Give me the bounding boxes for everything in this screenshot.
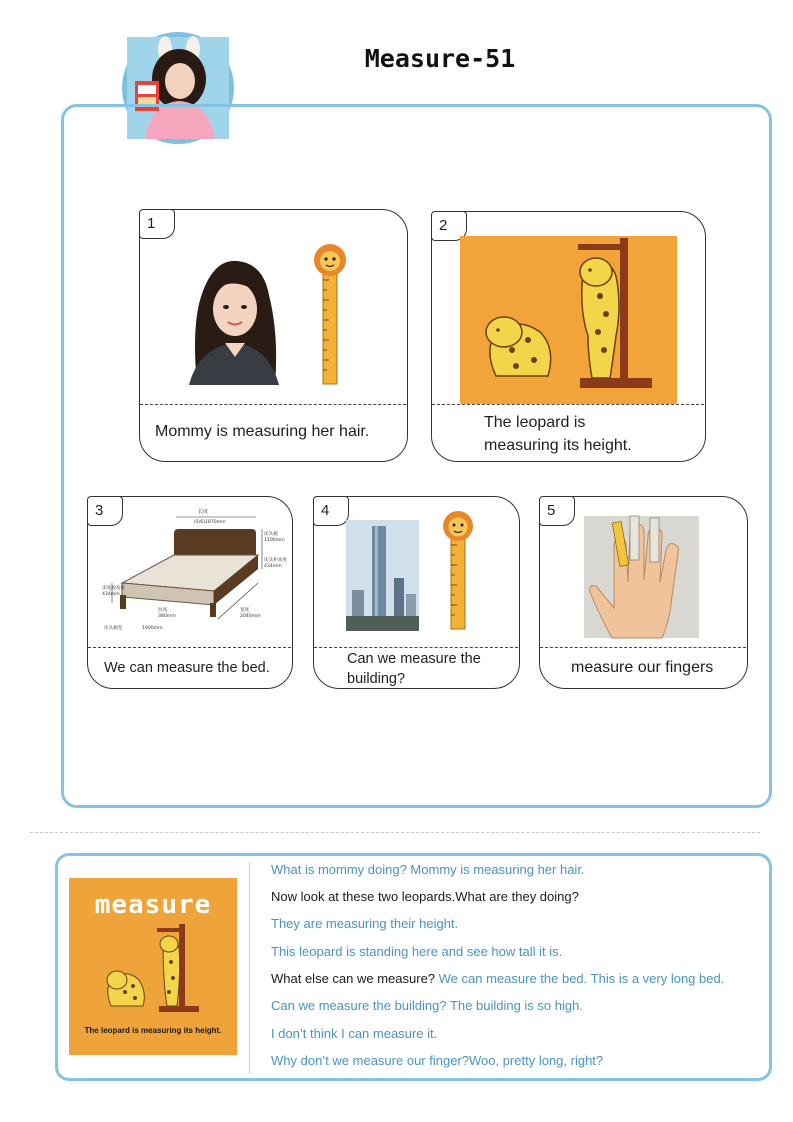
bed-label: 床头板宽 [104, 626, 123, 631]
dialogue-line [271, 1053, 603, 1069]
card-5 [539, 496, 748, 689]
bed-diagram [102, 507, 287, 637]
card-caption: We can measure the bed. [104, 660, 270, 676]
bed-label: 1900mm [142, 626, 163, 631]
card-2 [431, 211, 706, 462]
dialogue-text: They are measuring their height. [271, 916, 459, 931]
dialogue-text: Now look at these two leopards.What are they doing? [271, 889, 579, 904]
dialogue-line [271, 862, 585, 878]
bed-label: 床头板 [264, 532, 278, 537]
dialogue-line [271, 916, 458, 932]
card-divider [88, 647, 291, 648]
bed-label: 床尾板高度 [102, 586, 125, 591]
bed-label: 床头柜高度 [264, 558, 287, 563]
dialogue-text: This leopard is standing here and see how tall it is. [271, 944, 563, 959]
book-cover [69, 878, 237, 1055]
card-caption: The leopard is measuring its height. [484, 414, 632, 454]
bed-label: (5/6)1870mm [194, 520, 226, 525]
bed-label: 长度 [198, 509, 209, 515]
dialogue-text: What is mommy doing? Mommy is measuring her hair. [271, 862, 585, 877]
ruler-icon [440, 511, 476, 631]
card-number: 3 [87, 496, 123, 526]
dialogue-text: We can measure the bed. This is a very long bed. [438, 971, 725, 986]
card-3 [87, 496, 293, 689]
card-1 [139, 209, 408, 462]
card-divider [314, 647, 518, 648]
dialogue-text: Can we measure the building? The building is so high. [271, 998, 583, 1013]
bed-label: 434mm [102, 592, 120, 597]
card-caption: Can we measure the building? [347, 651, 481, 687]
ruler-icon [312, 244, 348, 386]
card-divider [432, 404, 704, 405]
dialogue-text: Why don’t we measure our finger?Woo, pretty long, right? [271, 1053, 604, 1068]
bed-label: 拉高 [158, 608, 168, 613]
dialogue-line [271, 1026, 437, 1042]
card-divider [540, 647, 746, 648]
bed-label: 434mm [264, 564, 282, 569]
card-caption: Mommy is measuring her hair. [155, 423, 370, 440]
dialogue-line [271, 998, 583, 1014]
dialogue-line [271, 889, 579, 905]
section-separator [30, 832, 760, 833]
dialogue-text: What else can we measure? [271, 971, 439, 986]
card-caption: measure our fingers [571, 659, 714, 676]
hand-photo [584, 516, 699, 638]
card-4 [313, 496, 520, 689]
woman-photo [185, 251, 281, 385]
card-divider [140, 404, 406, 405]
page-title: Measure-51 [364, 44, 516, 73]
card-number: 4 [313, 496, 349, 526]
leopard-illustration [460, 236, 677, 404]
bed-label: 380mm [158, 614, 176, 619]
card-number: 2 [431, 211, 467, 241]
dialogue-line [271, 944, 562, 960]
dialogue-line [271, 971, 724, 987]
bed-label: 1100mm [264, 538, 285, 543]
bed-label: 宽度 [240, 608, 250, 613]
leopard-illustration [103, 922, 213, 1014]
dialogue-text: I don’t think I can measure it. [271, 1026, 438, 1041]
book-caption: The leopard is measuring its height. [84, 1026, 222, 1035]
building-photo [346, 520, 419, 631]
card-number: 5 [539, 496, 575, 526]
book-title: measure [94, 890, 212, 920]
vertical-divider [249, 862, 250, 1074]
card-number: 1 [139, 209, 175, 239]
bed-label: 2040mm [240, 614, 261, 619]
